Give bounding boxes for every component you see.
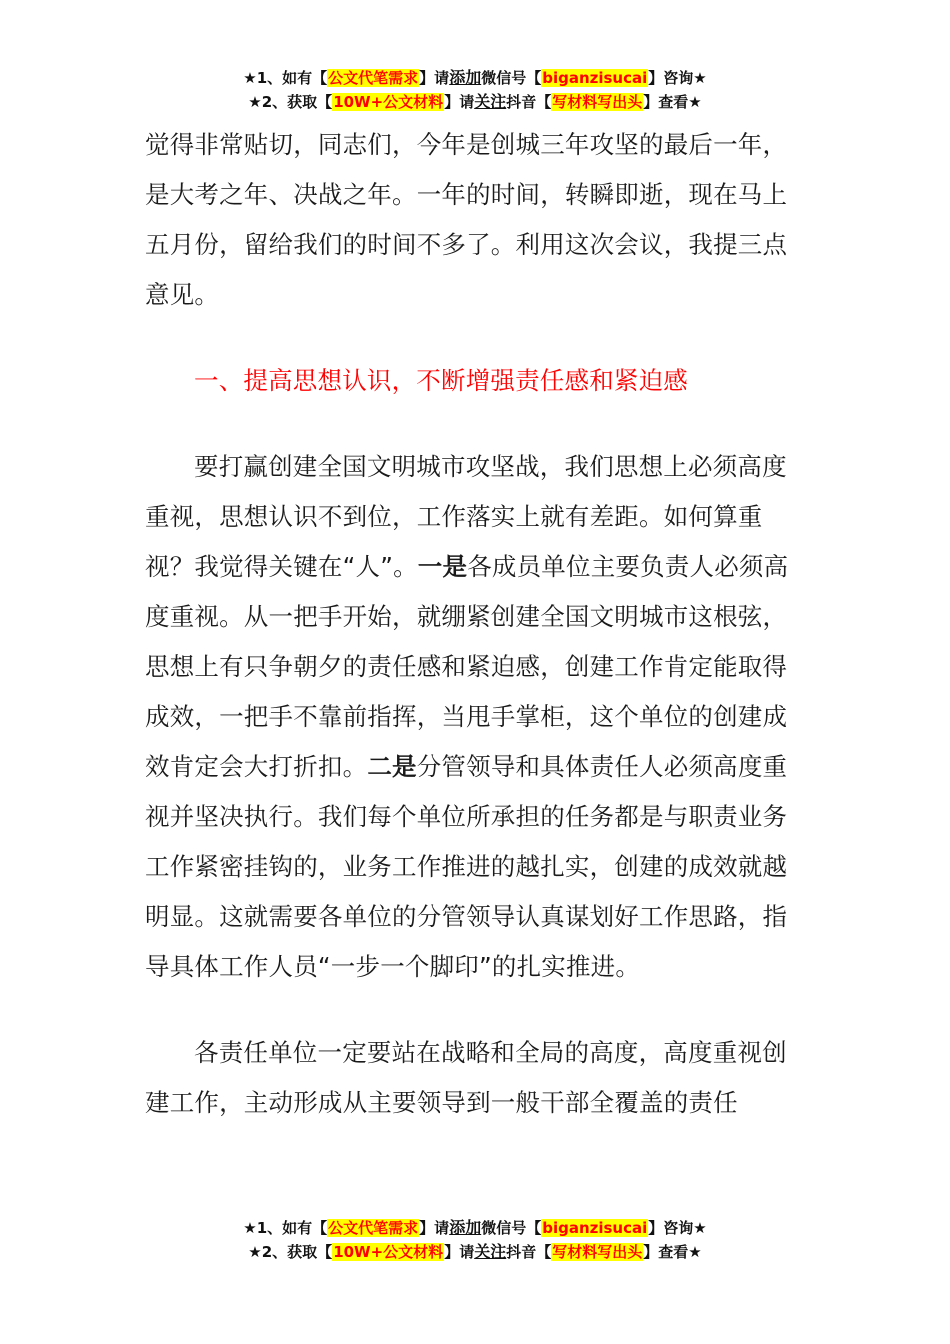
- section-heading-1: 一、提高思想认识，不断增强责任感和紧迫感: [194, 366, 688, 395]
- header-banner: [0, 66, 950, 114]
- body-paragraph-2: 各责任单位一定要站在战略和全局的高度，高度重视创建工作，主动形成从主要领导到一般干部全覆盖的责任: [145, 1038, 787, 1117]
- banner-text: 】请: [419, 69, 450, 87]
- banner-emphasis: 添加: [449, 1218, 482, 1237]
- banner-text: 】请: [444, 1243, 475, 1261]
- banner-line-1: [0, 66, 950, 90]
- banner-text: 】查看★: [643, 93, 702, 111]
- banner-line-2: [0, 90, 950, 114]
- bold-marker: 二是: [367, 752, 417, 781]
- banner-line-1: [0, 1216, 950, 1240]
- document-body: [145, 120, 805, 1128]
- banner-text: ★1、如有【: [243, 1219, 328, 1237]
- banner-emphasis: 添加: [449, 68, 482, 87]
- banner-emphasis: 关注: [474, 1242, 507, 1261]
- banner-text: 】查看★: [643, 1243, 702, 1261]
- highlight-douyin: 写材料写出头: [552, 1243, 643, 1261]
- spacer: [145, 992, 805, 1028]
- spacer: [145, 320, 805, 356]
- banner-line-2: [0, 1240, 950, 1264]
- highlight-douyin: 写材料写出头: [552, 93, 643, 111]
- highlight-materials: 10W+公文材料: [333, 1243, 444, 1261]
- highlight-service: 公文代笔需求: [328, 1219, 419, 1237]
- body-paragraph-1: [145, 442, 805, 992]
- bold-marker: 一是: [417, 552, 468, 581]
- banner-text: 抖音【: [506, 93, 552, 111]
- highlight-wechat-id: biganzisucai: [542, 1219, 648, 1237]
- banner-text: 】咨询★: [648, 69, 707, 87]
- banner-text: 抖音【: [506, 1243, 552, 1261]
- banner-text: 微信号【: [481, 69, 542, 87]
- banner-text: 】请: [419, 1219, 450, 1237]
- banner-text: ★1、如有【: [243, 69, 328, 87]
- paragraph-text: 各成员单位主要负责人必须高度重视。从一把手开始，就绷紧创建全国文明城市这根弦，思想上有只争朝夕的责任感和紧迫感，创建工作肯定能取得成效，一把手不靠前指挥，当甩手掌柜，这个单位的创建成效肯定会大打折扣。: [145, 552, 789, 781]
- banner-text: 微信号【: [481, 1219, 542, 1237]
- highlight-service: 公文代笔需求: [328, 69, 419, 87]
- banner-text: 】请: [444, 93, 475, 111]
- highlight-materials: 10W+公文材料: [333, 93, 444, 111]
- highlight-wechat-id: biganzisucai: [542, 69, 648, 87]
- banner-emphasis: 关注: [474, 92, 507, 111]
- intro-paragraph: 觉得非常贴切，同志们，今年是创城三年攻坚的最后一年，是大考之年、决战之年。一年的时间，转瞬即逝，现在马上五月份，留给我们的时间不多了。利用这次会议，我提三点意见。: [145, 130, 788, 309]
- banner-text: 】咨询★: [648, 1219, 707, 1237]
- banner-text: ★2、获取【: [248, 93, 333, 111]
- paragraph-text: 要打赢创建全国文明城市攻坚战，我们思想上必须高度重视，思想认识不到位，工作落实上就有差距。如何算重视？我觉得关键在“人”。: [145, 452, 787, 581]
- banner-text: ★2、获取【: [248, 1243, 333, 1261]
- footer-banner: [0, 1216, 950, 1264]
- paragraph-text: 分管领导和具体责任人必须高度重视并坚决执行。我们每个单位所承担的任务都是与职责业务工作紧密挂钩的，业务工作推进的越扎实，创建的成效就越明显。这就需要各单位的分管领导认真谋划好工作思路，指导具体工作人员“一步一个脚印”的扎实推进。: [145, 752, 788, 981]
- spacer: [145, 406, 805, 442]
